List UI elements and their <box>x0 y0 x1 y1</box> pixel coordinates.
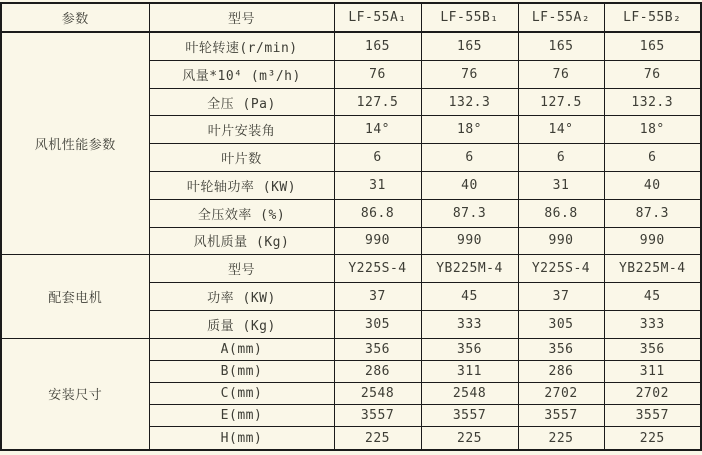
value-cell: 305 <box>334 310 421 338</box>
value-cell: 127.5 <box>518 88 604 116</box>
table-row <box>1 32 701 60</box>
value-cell: 225 <box>421 427 518 450</box>
value-cell: 37 <box>334 283 421 311</box>
row-label: B(mm) <box>149 360 334 382</box>
value-cell: 356 <box>334 338 421 360</box>
value-cell: 990 <box>518 227 604 255</box>
header-model-lf55b2: LF-55B₂ <box>604 3 701 32</box>
value-cell: 333 <box>421 310 518 338</box>
value-cell: 3557 <box>334 405 421 427</box>
row-label: C(mm) <box>149 383 334 405</box>
value-cell: 86.8 <box>334 199 421 227</box>
value-cell: 45 <box>604 283 701 311</box>
value-cell: 990 <box>421 227 518 255</box>
value-cell: 990 <box>604 227 701 255</box>
value-cell: Y225S-4 <box>334 255 421 283</box>
row-label: 质量 (Kg) <box>149 310 334 338</box>
value-cell: 31 <box>334 172 421 200</box>
row-label: 叶片数 <box>149 144 334 172</box>
section-label-1: 配套电机 <box>1 255 149 338</box>
row-label: 全压 (Pa) <box>149 88 334 116</box>
value-cell: 18° <box>421 116 518 144</box>
value-cell: 76 <box>518 60 604 88</box>
row-label: A(mm) <box>149 338 334 360</box>
value-cell: 286 <box>334 360 421 382</box>
value-cell: 31 <box>518 172 604 200</box>
value-cell: 165 <box>421 32 518 60</box>
fan-spec-table <box>0 2 702 451</box>
value-cell: 225 <box>604 427 701 450</box>
value-cell: 305 <box>518 310 604 338</box>
header-param: 参数 <box>1 3 149 32</box>
row-label: H(mm) <box>149 427 334 450</box>
value-cell: 333 <box>604 310 701 338</box>
value-cell: 76 <box>604 60 701 88</box>
row-label: 叶轮轴功率 (KW) <box>149 172 334 200</box>
value-cell: 165 <box>604 32 701 60</box>
value-cell: 87.3 <box>604 199 701 227</box>
row-label: 叶轮转速(r/min) <box>149 32 334 60</box>
value-cell: 356 <box>604 338 701 360</box>
value-cell: 6 <box>604 144 701 172</box>
value-cell: 6 <box>421 144 518 172</box>
value-cell: 3557 <box>604 405 701 427</box>
value-cell: 6 <box>518 144 604 172</box>
value-cell: 311 <box>421 360 518 382</box>
value-cell: 3557 <box>518 405 604 427</box>
value-cell: 40 <box>421 172 518 200</box>
value-cell: 2548 <box>421 383 518 405</box>
header-model-lf55a2: LF-55A₂ <box>518 3 604 32</box>
row-label: 功率 (KW) <box>149 283 334 311</box>
row-label: 风量*10⁴ (m³/h) <box>149 60 334 88</box>
value-cell: 2702 <box>604 383 701 405</box>
header-model-lf55b1: LF-55B₁ <box>421 3 518 32</box>
value-cell: 76 <box>421 60 518 88</box>
header-model: 型号 <box>149 3 334 32</box>
value-cell: 40 <box>604 172 701 200</box>
row-label: E(mm) <box>149 405 334 427</box>
value-cell: 311 <box>604 360 701 382</box>
value-cell: 14° <box>518 116 604 144</box>
value-cell: 127.5 <box>334 88 421 116</box>
value-cell: 225 <box>334 427 421 450</box>
value-cell: 87.3 <box>421 199 518 227</box>
value-cell: 132.3 <box>421 88 518 116</box>
value-cell: 356 <box>421 338 518 360</box>
row-label: 风机质量 (Kg) <box>149 227 334 255</box>
value-cell: 2548 <box>334 383 421 405</box>
value-cell: 6 <box>334 144 421 172</box>
value-cell: 18° <box>604 116 701 144</box>
value-cell: 286 <box>518 360 604 382</box>
value-cell: 165 <box>518 32 604 60</box>
row-label: 叶片安装角 <box>149 116 334 144</box>
value-cell: 165 <box>334 32 421 60</box>
table-row <box>1 255 701 283</box>
value-cell: 76 <box>334 60 421 88</box>
value-cell: 86.8 <box>518 199 604 227</box>
row-label: 全压效率 (%) <box>149 199 334 227</box>
value-cell: 990 <box>334 227 421 255</box>
value-cell: 45 <box>421 283 518 311</box>
header-row <box>1 3 701 32</box>
spec-table-body <box>1 32 701 450</box>
section-label-0: 风机性能参数 <box>1 32 149 255</box>
value-cell: 3557 <box>421 405 518 427</box>
value-cell: 225 <box>518 427 604 450</box>
value-cell: Y225S-4 <box>518 255 604 283</box>
value-cell: 2702 <box>518 383 604 405</box>
value-cell: 37 <box>518 283 604 311</box>
value-cell: YB225M-4 <box>421 255 518 283</box>
value-cell: 14° <box>334 116 421 144</box>
value-cell: 356 <box>518 338 604 360</box>
row-label: 型号 <box>149 255 334 283</box>
value-cell: 132.3 <box>604 88 701 116</box>
value-cell: YB225M-4 <box>604 255 701 283</box>
section-label-2: 安装尺寸 <box>1 338 149 450</box>
table-row <box>1 338 701 360</box>
header-model-lf55a1: LF-55A₁ <box>334 3 421 32</box>
